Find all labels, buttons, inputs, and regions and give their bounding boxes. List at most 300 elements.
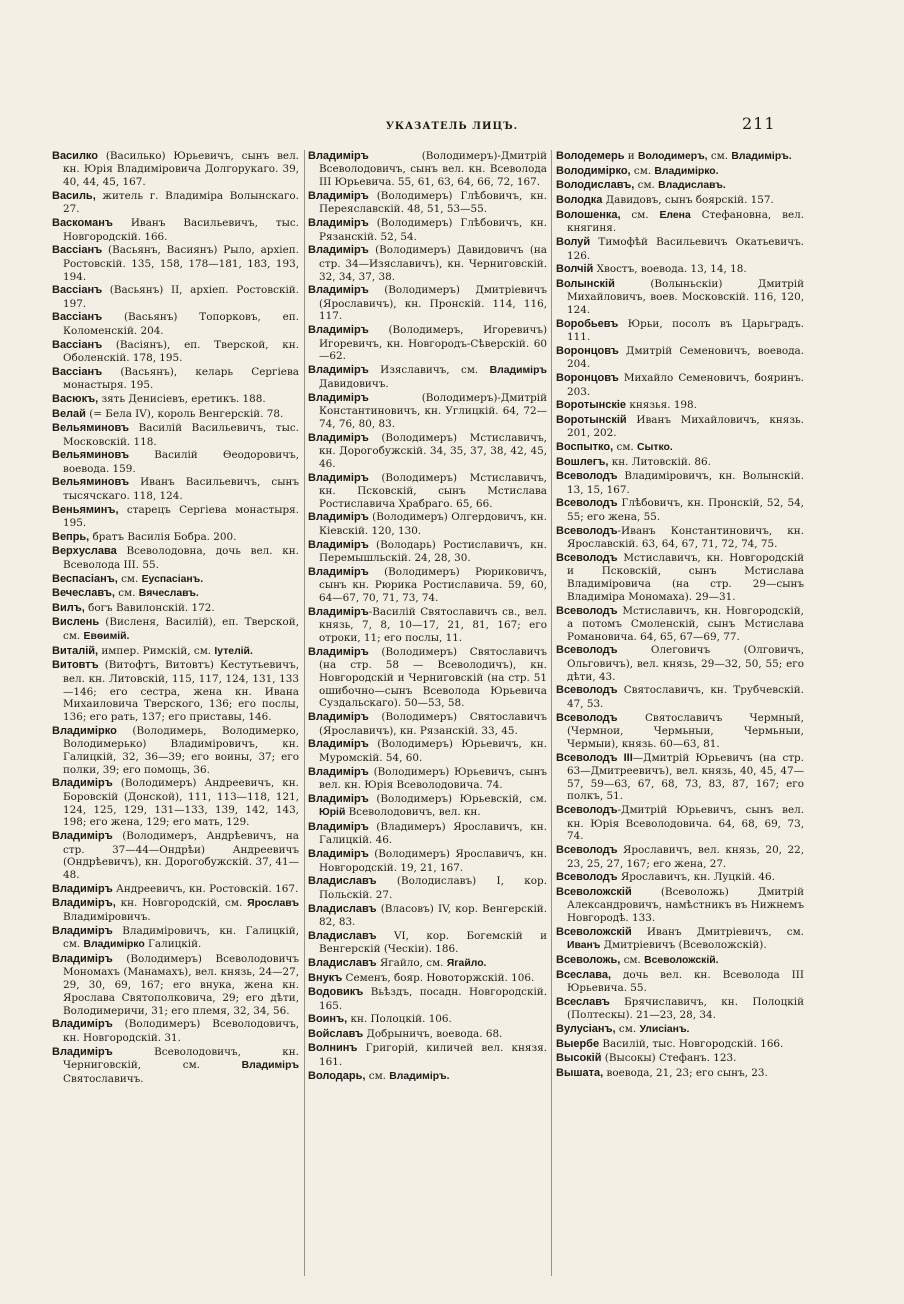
- entry-text: Всеволодовичъ, вел. кн.: [345, 806, 481, 819]
- index-entry: [556, 605, 804, 644]
- entry-text: см.: [117, 572, 142, 585]
- entry-text: (Володимеръ) Олгердовичъ, кн. Кіевскій. 120, 130.: [319, 511, 547, 537]
- entry-headword: Всеволодъ: [556, 470, 618, 483]
- entry-text: кн. Литовскій. 86.: [608, 455, 711, 468]
- entry-text: дочь вел. кн. Всеволода III Юрьевича. 55.: [567, 968, 804, 995]
- entry-reference: Владиміръ.: [389, 1070, 450, 1082]
- entry-headword: Всеволодъ: [556, 844, 618, 857]
- entry-headword: Владиміръ: [52, 1018, 113, 1031]
- index-entry: [308, 793, 547, 820]
- index-entry: [308, 472, 547, 511]
- entry-text: VI, кор. Богемскій и Венгерскій (Ческіи). 186.: [319, 929, 547, 956]
- entry-headword: Вельяминовъ: [52, 449, 129, 462]
- index-entry: [556, 470, 804, 496]
- entry-text: богъ Вавилонскій. 172.: [84, 601, 215, 614]
- entry-headword: Васюкъ,: [52, 393, 99, 406]
- entry-headword: Водовикъ: [308, 986, 364, 999]
- entry-text: (Владимеръ) Ярославичъ, кн. Галицкій. 46.: [319, 820, 547, 847]
- entry-text: Ягайло, см.: [376, 956, 447, 969]
- entry-text: (Волыньскіи) Дмитрій Михайловичъ, воев. Московскій. 116, 120, 124.: [567, 277, 804, 317]
- entry-headword: Всеволодъ: [556, 804, 618, 817]
- index-entry: [52, 830, 299, 882]
- entry-headword: Вошлегъ,: [556, 455, 609, 468]
- entry-reference: Владиславъ.: [658, 180, 726, 192]
- entry-text: зять Денисіевъ, еретикъ. 188.: [98, 393, 266, 406]
- entry-text: см.: [630, 164, 655, 177]
- entry-text: Иванъ Васильевичъ, сынъ тысячскаго. 118, 124.: [63, 476, 299, 502]
- entry-text: (Володимеръ) Давидовичъ (на стр. 34—Изяславичъ), кн. Черниговскій. 32, 34, 37, 38.: [319, 244, 547, 283]
- index-entry: [556, 844, 804, 870]
- index-entry: [52, 504, 299, 530]
- entry-text: (Володимеръ) Ярославичъ, кн. Новгородскій. 19, 21, 167.: [319, 848, 547, 874]
- entry-headword: Владимірко: [52, 724, 117, 737]
- entry-text: Андреевичъ, кн. Ростовскій. 167.: [112, 882, 299, 895]
- entry-text: Семенъ, бояр. Новоторжскій. 106.: [342, 971, 535, 984]
- entry-text: см.: [365, 1069, 390, 1082]
- entry-text: Брячиславичъ, кн. Полоцкій (Полтескы). 21—23, 28, 34.: [567, 995, 804, 1022]
- entry-headword: Владиміръ: [308, 711, 369, 724]
- index-entry: [52, 393, 299, 406]
- entry-text: (Володимеръ) Всеволодовичъ Мономахъ (Манамахъ), вел. князь, 24—27, 29, 30, 69, 167; его внука, жена кн. Ярослава Святополковича, 29; его дѣти, Володимеричи, 31; его племя, 32, 34, 56.: [63, 952, 299, 1017]
- index-entry: [52, 1018, 299, 1044]
- entry-text: (Володиславъ) I, кор. Польскій. 27.: [319, 875, 547, 901]
- entry-text: (Володимеръ)-Дмитрій Всеволодовичъ, сынъ вел. кн. Всеволода III Юрьевича. 55, 61, 63, 64, 66, 72, 167.: [319, 150, 547, 189]
- entry-headword: Василь,: [52, 189, 96, 202]
- entry-text: см.: [707, 150, 732, 162]
- entry-headword: Владиміръ: [308, 765, 369, 778]
- index-column-1: [52, 150, 299, 1286]
- index-entry: [308, 324, 547, 363]
- index-entry: [52, 573, 299, 587]
- index-entry: [52, 217, 299, 243]
- entry-headword: Верхуслава: [52, 545, 117, 558]
- index-entry: [556, 179, 804, 193]
- entry-headword: Володимірко,: [556, 164, 631, 177]
- index-entry: [52, 587, 299, 601]
- index-entry: [556, 525, 804, 551]
- index-entry: [556, 1038, 804, 1051]
- entry-headword: Выербе: [556, 1037, 600, 1050]
- entry-text: Всеволодовичъ, кн. Черниговскій, см.: [63, 1045, 299, 1072]
- entry-text: (Всеволожь) Дмитрій Александровичъ, намѣстникъ въ Нижнемъ Новгородѣ. 133.: [567, 885, 804, 925]
- entry-headword: Велай: [52, 407, 86, 420]
- entry-text: (Володимеръ) Юрьевичъ, сынъ вел. кн. Юрія Всеволодовича. 74.: [319, 765, 547, 791]
- entry-text: воевода, 21, 23; его сынъ, 23.: [603, 1066, 768, 1079]
- index-entry: [556, 871, 804, 884]
- entry-reference: Владиміръ: [489, 365, 547, 377]
- entry-headword: Всеволодъ: [556, 871, 618, 884]
- entry-headword: Владиміръ: [308, 565, 369, 578]
- entry-reference: Евѳимій.: [83, 630, 130, 642]
- entry-text: Мстиславичъ, кн. Новгородскій и Псковскій, сынъ Мстислава Владиміровича (на стр. 29—сынъ Владиміра Мономаха). 29—31.: [567, 551, 804, 603]
- index-entry: [308, 957, 547, 971]
- index-entry: [308, 364, 547, 390]
- entry-text: Изяславичъ, см.: [368, 364, 490, 377]
- entry-text: старецъ Сергіева монастыря. 195.: [63, 503, 299, 530]
- entry-headword: Веспасіанъ,: [52, 572, 118, 585]
- entry-text: Дмитріевичъ (Всеволожскій).: [600, 939, 767, 952]
- entry-text: -Иванъ Константиновичъ, кн. Ярославскій. 63, 64, 67, 71, 72, 74, 75.: [567, 524, 804, 551]
- entry-headword: Всеслава,: [556, 968, 612, 981]
- index-entry: [52, 366, 299, 392]
- entry-text: Иванъ Михайловичъ, князь. 201, 202.: [567, 413, 804, 440]
- entry-headword: Всеволодъ: [556, 551, 618, 564]
- index-entry: [556, 684, 804, 710]
- entry-text: Добрыничъ, воевода. 68.: [363, 1027, 503, 1040]
- index-entry: [556, 552, 804, 604]
- entry-headword: Войславъ: [308, 1027, 364, 1040]
- index-entry: [556, 886, 804, 925]
- entry-text: (Васьянъ, Васиянъ) Рыло, архіеп. Ростовскій. 135, 158, 178—181, 183, 193, 194.: [63, 244, 299, 283]
- entry-text: (Власовъ) IV, кор. Венгерскій. 82, 83.: [319, 902, 547, 929]
- entry-headword: Вислень: [52, 616, 100, 629]
- index-entry: [556, 263, 804, 276]
- index-entry: [556, 926, 804, 953]
- entry-text: см.: [634, 179, 659, 192]
- entry-headword: Владиміръ: [52, 952, 113, 965]
- index-column-3: [556, 150, 804, 1286]
- index-entry: [52, 1046, 299, 1086]
- entry-headword: Вассіанъ: [52, 284, 103, 297]
- index-entry: [52, 777, 299, 829]
- index-entry: [308, 766, 547, 792]
- entry-headword: Василко: [52, 150, 99, 162]
- entry-text: (Володимеръ) Юрьевичъ, кн. Муромскій. 54, 60.: [319, 738, 547, 764]
- entry-headword: Воробьевъ: [556, 317, 619, 330]
- entry-text: Тимофѣй Васильевичъ Окатьевичъ. 126.: [567, 236, 804, 262]
- entry-headword: Владиміръ: [308, 738, 369, 751]
- entry-text: Василій Васильевичъ, тыс. Московскій. 118.: [63, 422, 299, 448]
- entry-text: Владиміровичъ, кн. Галицкій, см.: [63, 924, 299, 951]
- entry-headword: Володка: [556, 194, 603, 207]
- index-entry: [308, 511, 547, 537]
- index-entry: [556, 954, 804, 968]
- running-header: УКАЗАТЕЛЬ ЛИЦЪ.: [385, 121, 519, 132]
- entry-reference: Володимеръ,: [638, 151, 708, 162]
- index-entry: [52, 897, 299, 923]
- entry-headword: Всеволодъ: [556, 497, 618, 510]
- index-entry: [556, 752, 804, 804]
- entry-headword: Вышата,: [556, 1066, 604, 1079]
- entry-headword: Вилъ,: [52, 601, 85, 614]
- entry-reference: Вячеславъ.: [138, 588, 199, 600]
- index-entry: [308, 539, 547, 565]
- entry-headword: Всеволожь,: [556, 953, 621, 966]
- entry-headword: Владиміръ: [308, 244, 369, 257]
- entry-text: князья. 198.: [626, 399, 697, 412]
- entry-text: (Володимеръ, Андрѣевичъ, на стр. 37—44—Ондрѣи) Андреевичъ (Ондрѣевичъ), кн. Дорогобужскій. 37, 41—48.: [63, 830, 299, 882]
- index-entry: [556, 236, 804, 262]
- index-entry: [308, 190, 547, 216]
- entry-headword: Воротынскій: [556, 413, 627, 426]
- index-entry: [556, 194, 804, 207]
- entry-headword: Всеволодъ: [556, 684, 618, 697]
- entry-headword: Воинъ,: [308, 1013, 348, 1026]
- index-entry: [52, 953, 299, 1017]
- entry-headword: Воспытко,: [556, 441, 614, 454]
- entry-headword: Волчій: [556, 263, 594, 276]
- index-entry: [308, 738, 547, 764]
- entry-text: (Володимеръ) Андреевичъ, кн. Боровскій (Донской), 111, 113—118, 121, 124, 125, 129, 131—133, 139, 142, 143, 198; его жена, 129; его мать, 129.: [63, 777, 299, 829]
- index-entry: [308, 606, 547, 645]
- entry-headword: Владиміръ: [308, 471, 369, 484]
- index-entry: [556, 209, 804, 235]
- index-entry: [308, 875, 547, 901]
- entry-text: -Василій Святославичъ св., вел. князь, 7, 8, 10—17, 21, 81, 167; его отроки, 11; его послы, 11.: [319, 605, 547, 644]
- index-entry: [556, 969, 804, 995]
- entry-headword: Вассіанъ: [52, 244, 103, 257]
- entry-headword: Владиміръ: [308, 848, 369, 861]
- entry-text: Ярославичъ, кн. Луцкій. 46.: [617, 871, 775, 884]
- index-entry: [52, 616, 299, 643]
- index-entry: [556, 165, 804, 179]
- entry-reference: Еуспасіанъ.: [141, 573, 204, 585]
- entry-headword: Владиміръ: [308, 792, 369, 805]
- entry-text: Святославичъ Чермный, (Чермнои, Чермьныи, Чермьныи, Чермыи), князь. 60—63, 81.: [567, 711, 804, 750]
- entry-headword: Владиміръ: [308, 217, 369, 230]
- index-entry: [308, 903, 547, 929]
- index-entry: [556, 644, 804, 683]
- index-entry: [556, 150, 804, 164]
- entry-reference: Юрій: [319, 807, 346, 819]
- entry-text: (Володимеръ) Юрьевскій, см.: [368, 792, 547, 805]
- index-entry: [308, 1028, 547, 1041]
- entry-headword: Воронцовъ: [556, 372, 619, 385]
- entry-reference: Сытко.: [637, 442, 673, 454]
- entry-text: Всеволодовна, дочь вел. кн. Всеволода III. 55.: [63, 545, 299, 571]
- entry-headword: Всеволодъ III: [556, 751, 633, 764]
- entry-text: Ярославичъ, вел. князь, 20, 22, 23, 25, 27, 167; его жена, 27.: [567, 844, 804, 870]
- entry-headword: Вулусіанъ,: [556, 1023, 616, 1036]
- entry-reference: Іутелій.: [214, 645, 253, 657]
- entry-text: братъ Василія Бобра. 200.: [89, 530, 237, 543]
- entry-text: (Васіянъ), еп. Тверской, кн. Оболенскій. 178, 195.: [63, 338, 299, 365]
- entry-text: (Володимеръ) Рюриковичъ, сынъ кн. Рюрика Ростиславича. 59, 60, 64—67, 70, 71, 73, 74.: [319, 565, 547, 605]
- entry-text: см.: [613, 441, 638, 454]
- entry-text: (Володимеръ) Святославичъ (на стр. 58 — Всеволодичъ), кн. Новгородскій и Черниговскій (на стр. 51 ошибочно—сынъ Всеволода Юрьевича Суздальскаго). 50—53, 58.: [319, 645, 547, 710]
- entry-reference: Елена: [659, 209, 691, 221]
- entry-text: (Василько) Юрьевичъ, сынъ вел. кн. Юрія Владиміровича Долгорукаго. 39, 40, 44, 45, 167.: [63, 150, 299, 189]
- entry-headword: Владиміръ: [308, 645, 369, 658]
- entry-headword: Владиміръ,: [52, 897, 116, 910]
- entry-headword: Владиміръ: [52, 830, 113, 843]
- entry-headword: Васкоманъ: [52, 217, 113, 230]
- index-entry: [52, 645, 299, 659]
- index-entry: [52, 339, 299, 365]
- index-entry: [556, 414, 804, 440]
- entry-reference: Владимірко.: [654, 165, 719, 177]
- entry-headword: Волуй: [556, 236, 591, 249]
- entry-headword: Володарь,: [308, 1069, 366, 1082]
- index-entry: [308, 284, 547, 323]
- entry-text: житель г. Владиміра Волынскаго. 27.: [63, 189, 299, 216]
- entry-text: Хвостъ, воевода. 13, 14, 18.: [593, 263, 747, 276]
- index-entry: [556, 456, 804, 469]
- entry-text: (Володимеръ, Игоревичъ) Игоревичъ, кн. Новгородъ-Сѣверскій. 60—62.: [319, 324, 547, 363]
- index-entry: [556, 1067, 804, 1080]
- entry-headword: Владиміръ: [308, 150, 369, 162]
- entry-headword: Владиславъ: [308, 875, 377, 888]
- entry-reference: Ягайло.: [446, 957, 487, 969]
- entry-headword: Всеславъ: [556, 995, 610, 1008]
- entry-text: см.: [620, 208, 660, 221]
- index-entry: [308, 566, 547, 605]
- entry-headword: Веньяминъ,: [52, 503, 119, 516]
- index-entry: [556, 1023, 804, 1037]
- index-columns: [52, 150, 858, 1286]
- index-entry: [556, 497, 804, 523]
- entry-text: -Дмитрій Юрьевичъ, сынъ вел. кн. Юрія Всеволодовича. 64, 68, 69, 73, 74.: [567, 804, 804, 843]
- entry-headword: Внукъ: [308, 971, 343, 984]
- entry-reference: Всеволожскій.: [644, 954, 719, 966]
- entry-reference: Владимірко: [83, 939, 145, 951]
- entry-headword: Владиміръ: [308, 538, 369, 551]
- entry-headword: Вассіанъ: [52, 311, 103, 324]
- entry-text: Иванъ Васильевичъ, тыс. Новгородскій. 166.: [63, 217, 299, 243]
- entry-text: (Володимеръ) Мстиславичъ, кн. Дорогобужскій. 34, 35, 37, 38, 42, 45, 46.: [319, 431, 547, 470]
- index-entry: [556, 345, 804, 371]
- index-entry: [556, 1052, 804, 1065]
- entry-text: (= Бела IV), король Венгерскій. 78.: [85, 407, 284, 420]
- index-entry: [52, 659, 299, 723]
- index-entry: [556, 996, 804, 1022]
- index-entry: [52, 725, 299, 777]
- index-entry: [556, 372, 804, 398]
- entry-text: (Васьянъ) Топорковъ, еп. Коломенскій. 204.: [63, 311, 299, 337]
- entry-text: Юрьи, посолъ въ Царьградъ. 111.: [567, 317, 804, 344]
- index-entry: [308, 646, 547, 710]
- index-entry: [52, 531, 299, 544]
- entry-headword: Вельяминовъ: [52, 476, 129, 489]
- entry-text: Олеговичъ (Олговичъ, Ольговичъ), вел. князь, 29—32, 50, 55; его дѣти, 43.: [567, 644, 804, 683]
- entry-headword: Волнинъ: [308, 1042, 358, 1055]
- entry-headword: Владиславъ: [308, 902, 377, 915]
- entry-text: Вьѣздъ, посадн. Новгородскій. 165.: [319, 986, 547, 1012]
- entry-text: Глѣбовичъ, кн. Пронскій, 52, 54, 55; его жена, 55.: [567, 497, 804, 523]
- index-entry: [308, 150, 547, 189]
- entry-text: (Васьянъ) II, архіеп. Ростовскій. 197.: [63, 284, 299, 310]
- entry-headword: Всеволожскій: [556, 885, 632, 898]
- entry-headword: Вельяминовъ: [52, 422, 129, 435]
- entry-text: кн. Полоцкій. 106.: [347, 1013, 452, 1026]
- entry-text: Михайло Семеновичъ, бояринъ. 203.: [567, 372, 804, 398]
- entry-text: Давидовичъ.: [319, 377, 389, 390]
- entry-text: —Дмитрій Юрьевичъ (на стр. 63—Дмитреевичъ), вел. князь, 40, 45, 47—57, 59—63, 67, 68, 73, 83, 87, 167; его полкъ, 51.: [567, 751, 804, 803]
- index-entry: [52, 602, 299, 615]
- index-entry: [52, 408, 299, 421]
- entry-headword: Виталій,: [52, 644, 99, 657]
- entry-text: (Володимеръ) Глѣбовичъ, кн. Рязанскій. 52, 54.: [319, 217, 547, 243]
- entry-text: (Высокы) Стефанъ. 123.: [601, 1052, 737, 1065]
- entry-text: Святославичъ, кн. Трубчевскій. 47, 53.: [567, 684, 804, 710]
- entry-text: (Висленя, Василій), еп. Тверской, см.: [63, 616, 299, 642]
- entry-text: Давидовъ, сынъ боярскій. 157.: [602, 194, 774, 207]
- entry-text: Василій Ѳеодоровичъ, воевода. 159.: [63, 449, 299, 475]
- entry-reference: Ярославъ: [247, 898, 299, 910]
- entry-headword: Владиміръ: [308, 605, 369, 618]
- index-entry: [308, 972, 547, 985]
- index-entry: [52, 925, 299, 952]
- index-entry: [556, 712, 804, 751]
- entry-headword: Вассіанъ: [52, 338, 103, 351]
- index-entry: [308, 986, 547, 1012]
- index-entry: [556, 278, 804, 317]
- index-entry: [308, 1013, 547, 1026]
- index-entry: [52, 150, 299, 189]
- entry-text: Владиміровичъ.: [63, 911, 151, 924]
- index-entry: [52, 422, 299, 448]
- entry-headword: Владиміръ: [52, 882, 113, 895]
- index-entry: [308, 711, 547, 737]
- entry-text: Владиміровичъ, кн. Волынскій. 13, 15, 167.: [567, 470, 804, 496]
- entry-headword: Всеволодъ: [556, 711, 618, 724]
- index-entry: [52, 284, 299, 310]
- entry-text: Григорій, киличей вел. князя. 161.: [319, 1042, 547, 1068]
- index-entry: [308, 930, 547, 956]
- entry-headword: Владиславъ: [308, 956, 377, 969]
- page-number: 211: [742, 114, 776, 133]
- entry-text: и: [624, 150, 639, 162]
- entry-headword: Волынскій: [556, 277, 615, 290]
- entry-text: Галицкій.: [144, 938, 202, 951]
- entry-headword: Володемерь: [556, 150, 625, 162]
- index-entry: [308, 821, 547, 847]
- entry-text: см.: [620, 953, 645, 966]
- entry-text: (Витофтъ, Витовтъ) Кестутьевичъ, вел. кн. Литовскій, 115, 117, 124, 131, 133—146; его сестра, жена кн. Ивана Михаиловича Тверского, 136; его послы, 136; его рать, 137; его приставы, 146.: [63, 659, 299, 724]
- entry-reference: Улисіанъ.: [639, 1024, 690, 1036]
- index-entry: [308, 392, 547, 431]
- entry-headword: Высокій: [556, 1052, 602, 1065]
- entry-text: (Володимерь, Володимерко, Володимерько) Владиміровичъ, кн. Галицкій, 32, 36—39; его воины, 37; его полки, 39; его помощь, 36.: [63, 724, 299, 776]
- entry-text: (Володимеръ) Дмитріевичъ (Ярославичъ), кн. Пронскій. 114, 116, 117.: [319, 284, 547, 323]
- entry-headword: Витовтъ: [52, 659, 99, 672]
- entry-headword: Владиміръ: [52, 924, 113, 937]
- entry-text: Стефановна, вел. княгиня.: [567, 208, 804, 235]
- entry-text: кн. Новгородскій, см.: [115, 897, 248, 910]
- index-entry: [308, 1070, 547, 1084]
- entry-text: Иванъ Дмитріевичъ, см.: [631, 925, 804, 938]
- entry-headword: Воронцовъ: [556, 344, 619, 357]
- entry-headword: Владиміръ: [308, 511, 369, 524]
- index-entry: [308, 1042, 547, 1068]
- entry-headword: Всеволодъ: [556, 604, 618, 617]
- entry-headword: Владиміръ: [308, 391, 369, 404]
- entry-reference: Иванъ: [567, 940, 601, 952]
- entry-reference: Владиміръ.: [731, 151, 792, 162]
- entry-headword: Владиміръ: [308, 364, 369, 377]
- entry-headword: Владиміръ: [52, 1045, 113, 1058]
- entry-text: Василій, тыс. Новгородскій. 166.: [599, 1037, 784, 1050]
- entry-headword: Волошенка,: [556, 208, 621, 221]
- index-entry: [556, 399, 804, 412]
- index-entry: [52, 545, 299, 571]
- entry-text: (Володимеръ)-Дмитрій Константиновичъ, кн. Углицкій. 64, 72—74, 76, 80, 83.: [319, 391, 547, 430]
- index-entry: [556, 804, 804, 843]
- index-entry: [52, 449, 299, 475]
- entry-text: (Володимеръ) Святославичъ (Ярославичъ), кн. Рязанскій. 33, 45.: [319, 711, 547, 737]
- entry-text: Мстиславичъ, кн. Новгородскій, а потомъ Смоленскій, сынъ Мстислава Романовича. 64, 65, 67—69, 77.: [567, 604, 804, 643]
- entry-headword: Воротынскіе: [556, 399, 627, 412]
- index-entry: [308, 848, 547, 874]
- entry-text: (Володарь) Ростиславичъ, кн. Перемышльскій. 24, 28, 30.: [319, 538, 547, 565]
- entry-text: см.: [114, 587, 139, 600]
- entry-headword: Володиславъ,: [556, 179, 635, 192]
- entry-headword: Владиміръ: [308, 324, 369, 337]
- entry-headword: Владиміръ: [308, 284, 369, 297]
- entry-text: (Васьянъ), келарь Сергіева монастыря. 195.: [63, 365, 299, 392]
- entry-headword: Всеволожскій: [556, 925, 632, 938]
- index-entry: [556, 318, 804, 344]
